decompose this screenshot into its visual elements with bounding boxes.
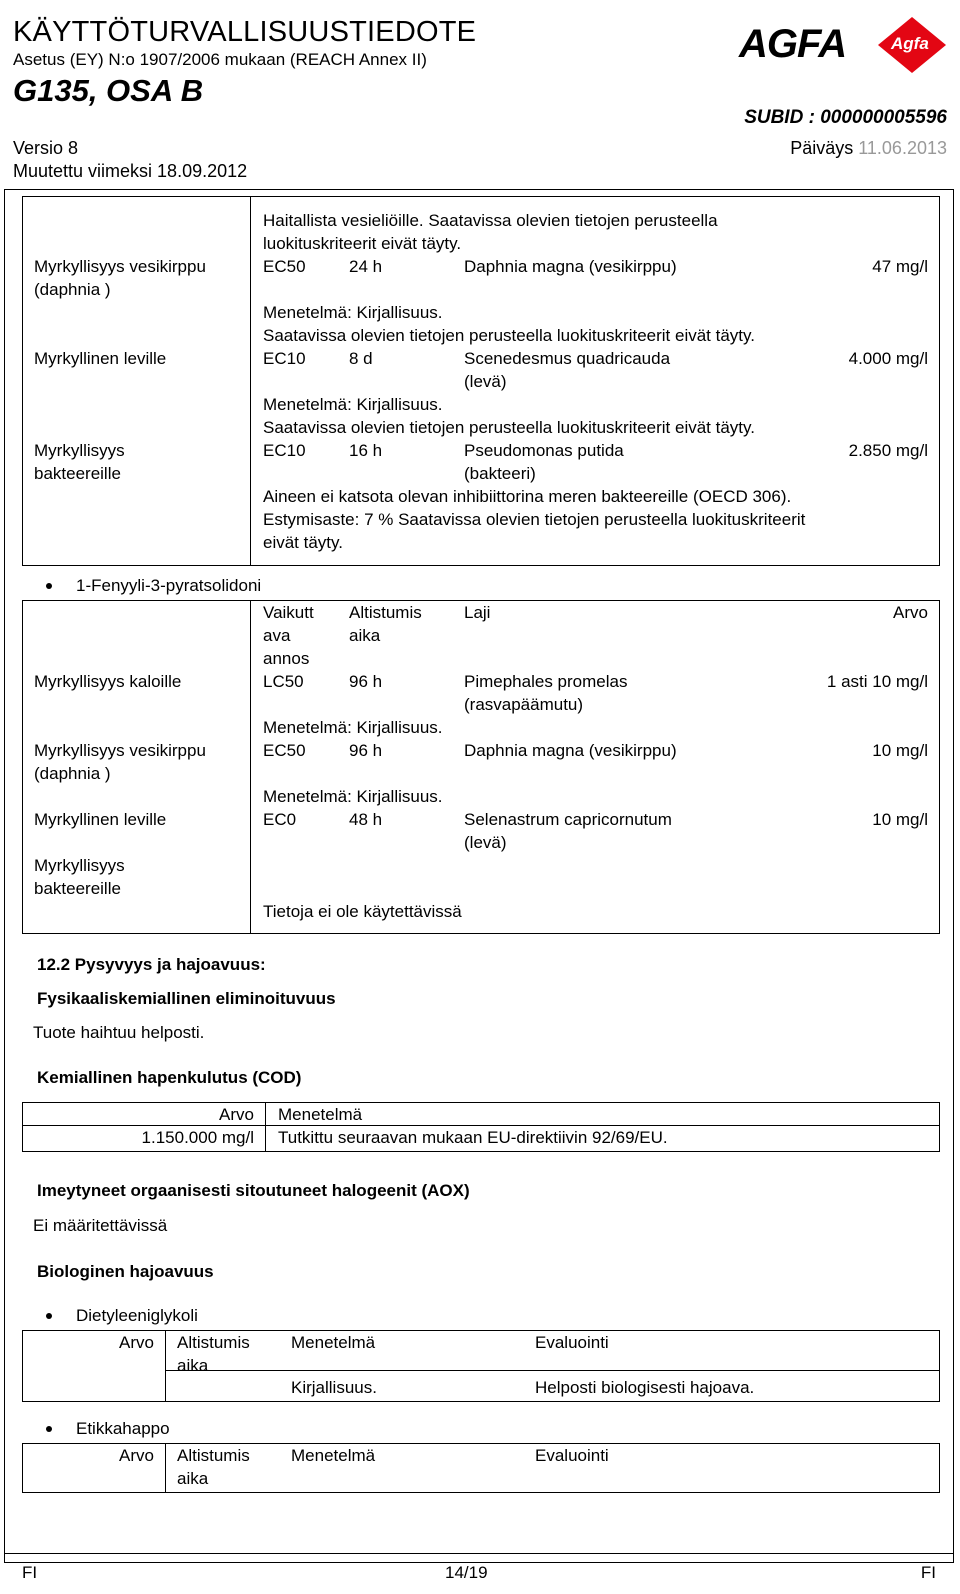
- endpoint-label: Myrkyllisyys: [34, 441, 125, 460]
- bio-header-method: Menetelmä: [291, 1446, 376, 1465]
- issue-date: [790, 138, 947, 159]
- bio-header-time: Altistumis: [177, 1446, 250, 1465]
- criteria-note-2: eivät täyty.: [263, 533, 343, 552]
- species: Selenastrum capricornutum: [464, 810, 672, 829]
- bio-heading: Biologinen hajoavuus: [37, 1262, 214, 1281]
- endpoint-label: Myrkyllinen leville: [34, 349, 167, 368]
- logo-wordmark: AGFA: [739, 22, 847, 66]
- bio-table: [22, 1330, 940, 1402]
- physchem-text: Tuote haihtuu helposti.: [33, 1023, 205, 1042]
- species-2: (levä): [464, 372, 507, 391]
- cod-method: Tutkittu seuraavan mukaan EU-direktiivin 92/69/EU.: [278, 1128, 668, 1147]
- table-row-divider: [22, 1125, 940, 1126]
- bio-header-eval: Evaluointi: [535, 1333, 609, 1352]
- value: 10 mg/l: [872, 810, 928, 829]
- bullet-icon: [46, 583, 52, 589]
- header-dose-2: ava: [263, 626, 291, 645]
- document-title: KÄYTTÖTURVALLISUUSTIEDOTE: [13, 16, 477, 48]
- exposure-time: 16 h: [349, 441, 383, 460]
- physchem-heading: Fysikaaliskemiallinen eliminoituvuus: [37, 989, 336, 1008]
- table-divider: [250, 196, 251, 566]
- version: Versio 8: [13, 138, 79, 158]
- criteria-note: Estymisaste: 7 % Saatavissa olevien tietojen perusteella luokituskriteerit: [263, 510, 806, 529]
- species: Daphnia magna (vesikirppu): [464, 257, 677, 276]
- bio-header-time-2: aika: [177, 1356, 209, 1375]
- exposure-time: 96 h: [349, 672, 383, 691]
- method-note: Menetelmä: Kirjallisuus.: [263, 787, 443, 806]
- cod-heading: Kemiallinen hapenkulutus (COD): [37, 1068, 302, 1087]
- date-value: 11.06.2013: [858, 138, 947, 158]
- date-label: Päiväys: [790, 138, 854, 158]
- value: 10 mg/l: [872, 741, 928, 760]
- footer-rule: [5, 1553, 953, 1554]
- table-divider: [165, 1330, 166, 1402]
- cod-header-value: Arvo: [219, 1105, 254, 1124]
- table-divider: [265, 1102, 266, 1152]
- substance-name: Dietyleeniglykoli: [76, 1306, 198, 1325]
- endpoint-label: Myrkyllisyys vesikirppu: [34, 257, 206, 276]
- table-row-divider: [165, 1370, 940, 1371]
- endpoint-label-2: (daphnia ): [34, 280, 111, 299]
- cod-value: 1.150.000 mg/l: [141, 1128, 254, 1147]
- exposure-time: 8 d: [349, 349, 373, 368]
- criteria-note: Saatavissa olevien tietojen perusteella luokituskriteerit eivät täyty.: [263, 418, 755, 437]
- toxicity-table: [22, 600, 940, 934]
- table-divider: [250, 600, 251, 934]
- bio-method: Kirjallisuus.: [291, 1378, 377, 1397]
- bullet-icon: [46, 1313, 52, 1319]
- endpoint-code: EC10: [263, 349, 306, 368]
- bio-header-value: Arvo: [119, 1446, 154, 1465]
- last-modified: Muutettu viimeksi 18.09.2012: [13, 161, 248, 181]
- section-heading: 12.2 Pysyvyys ja hajoavuus:: [37, 955, 266, 974]
- footer-lang-left: FI: [22, 1563, 38, 1582]
- value: 47 mg/l: [872, 257, 928, 276]
- endpoint-label: Myrkyllisyys: [34, 856, 125, 875]
- value: 2.850 mg/l: [848, 441, 928, 460]
- exposure-time: 96 h: [349, 741, 383, 760]
- subid: SUBID : 000000005596: [744, 107, 947, 128]
- header-time-2: aika: [349, 626, 381, 645]
- endpoint-label-2: (daphnia ): [34, 764, 111, 783]
- header-dose: Vaikutt: [263, 603, 314, 622]
- footer-lang-right: FI: [920, 1563, 936, 1582]
- cod-header-method: Menetelmä: [278, 1105, 363, 1124]
- species-2: (levä): [464, 833, 507, 852]
- header-dose-3: annos: [263, 649, 310, 668]
- value: 1 asti 10 mg/l: [826, 672, 928, 691]
- species: Pimephales promelas: [464, 672, 628, 691]
- regulation-line: Asetus (EY) N:o 1907/2006 mukaan (REACH Annex II): [13, 50, 427, 69]
- endpoint-label: Myrkyllinen leville: [34, 810, 167, 829]
- substance-name: 1-Fenyyli-3-pyratsolidoni: [76, 576, 262, 595]
- species-2: (bakteeri): [464, 464, 536, 483]
- intro-line-1: Haitallista vesieliöille. Saatavissa olevien tietojen perusteella: [263, 211, 718, 230]
- table-divider: [165, 1443, 166, 1493]
- bio-header-eval: Evaluointi: [535, 1446, 609, 1465]
- bio-eval: Helposti biologisesti hajoava.: [535, 1378, 755, 1397]
- species: Daphnia magna (vesikirppu): [464, 741, 677, 760]
- endpoint-code: LC50: [263, 672, 304, 691]
- bio-header-method: Menetelmä: [291, 1333, 376, 1352]
- substance-name: Etikkahappo: [76, 1419, 170, 1438]
- no-data-note: Tietoja ei ole käytettävissä: [263, 902, 462, 921]
- criteria-note: Saatavissa olevien tietojen perusteella luokituskriteerit eivät täyty.: [263, 326, 755, 345]
- logo-badge-text: Agfa: [891, 34, 929, 53]
- bio-header-time-2: aika: [177, 1469, 209, 1488]
- exposure-time: 48 h: [349, 810, 383, 829]
- species: Pseudomonas putida: [464, 441, 624, 460]
- header-value: Arvo: [893, 603, 928, 622]
- bio-header-value: Arvo: [119, 1333, 154, 1352]
- endpoint-code: EC50: [263, 741, 306, 760]
- bullet-icon: [46, 1426, 52, 1432]
- species: Scenedesmus quadricauda: [464, 349, 671, 368]
- method-note: Menetelmä: Kirjallisuus.: [263, 395, 443, 414]
- endpoint-code: EC50: [263, 257, 306, 276]
- header-species: Laji: [464, 603, 491, 622]
- intro-line-2: luokituskriteerit eivät täyty.: [263, 234, 462, 253]
- endpoint-code: EC0: [263, 810, 297, 829]
- method-note: Menetelmä: Kirjallisuus.: [263, 718, 443, 737]
- product-name: G135, OSA B: [13, 73, 204, 108]
- endpoint-label: Myrkyllisyys vesikirppu: [34, 741, 206, 760]
- endpoint-code: EC10: [263, 441, 306, 460]
- species-2: (rasvapäämutu): [464, 695, 584, 714]
- endpoint-label-2: bakteereille: [34, 879, 121, 898]
- endpoint-label-2: bakteereille: [34, 464, 121, 483]
- endpoint-label: Myrkyllisyys kaloille: [34, 672, 182, 691]
- exposure-time: 24 h: [349, 257, 383, 276]
- method-note: Menetelmä: Kirjallisuus.: [263, 303, 443, 322]
- page-number: 14/19: [445, 1563, 488, 1582]
- bio-header-time: Altistumis: [177, 1333, 250, 1352]
- header-time: Altistumis: [349, 603, 422, 622]
- bio-table: [22, 1443, 940, 1493]
- aox-text: Ei määritettävissä: [33, 1216, 168, 1235]
- aox-heading: Imeytyneet orgaanisesti sitoutuneet halogeenit (AOX): [37, 1181, 470, 1200]
- method-note: Aineen ei katsota olevan inhibiittorina meren bakteereille (OECD 306).: [263, 487, 792, 506]
- value: 4.000 mg/l: [848, 349, 928, 368]
